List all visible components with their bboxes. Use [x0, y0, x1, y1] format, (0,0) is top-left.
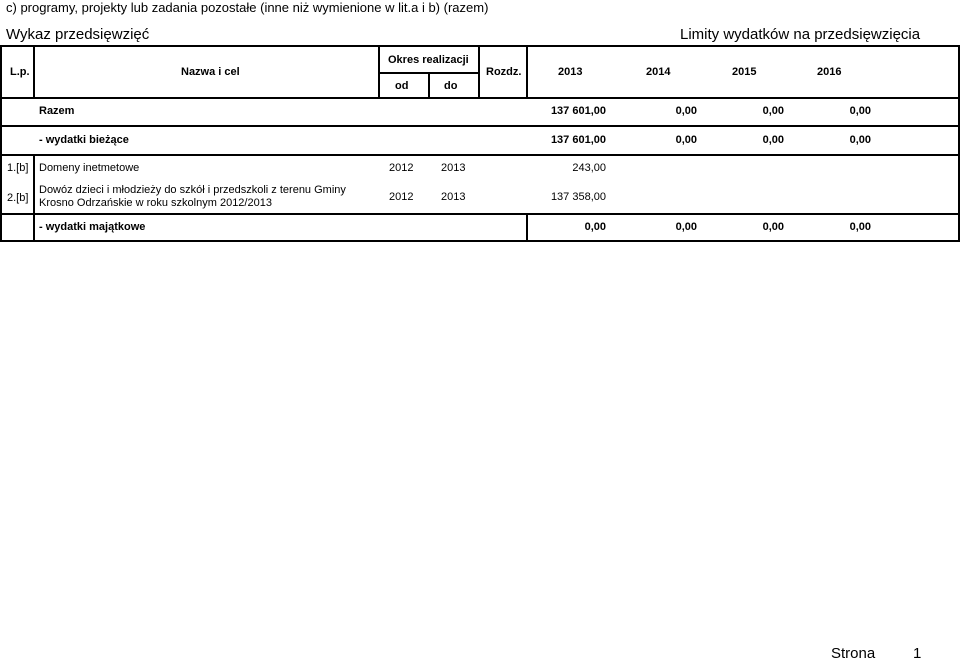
- cell-value: 137 601,00: [550, 105, 606, 117]
- cell-value: 0,00: [849, 105, 871, 117]
- item-name: Domeny inetmetowe: [39, 162, 140, 174]
- header-to: do: [444, 80, 458, 92]
- item-lp: 2.[b]: [7, 192, 29, 204]
- cell-value: 0,00: [675, 221, 697, 233]
- header-period: Okres realizacji: [388, 54, 469, 66]
- header-section: Rozdz.: [486, 66, 522, 78]
- cell-value: 0,00: [762, 105, 784, 117]
- cell-value: 0,00: [675, 105, 697, 117]
- limits-title: Limity wydatków na przedsięwzięcia: [680, 26, 921, 43]
- header-year: 2016: [817, 66, 842, 78]
- page-number: 1: [913, 645, 922, 662]
- row-label: Razem: [39, 105, 75, 117]
- row-label: - wydatki bieżące: [39, 134, 129, 146]
- page-label: Strona: [831, 645, 876, 662]
- item-to: 2013: [441, 162, 466, 174]
- cell-value: 0,00: [762, 134, 784, 146]
- item-value: 137 358,00: [550, 191, 606, 203]
- item-from: 2012: [389, 191, 414, 203]
- cell-value: 0,00: [849, 134, 871, 146]
- header-lp: L.p.: [10, 66, 30, 78]
- item-from: 2012: [389, 162, 414, 174]
- header-year: 2015: [732, 66, 757, 78]
- section-title: c) programy, projekty lub zadania pozostałe (inne niż wymienione w lit.a i b) (razem): [6, 0, 489, 15]
- cell-value: 0,00: [584, 221, 606, 233]
- row-label: - wydatki majątkowe: [39, 221, 146, 233]
- item-to: 2013: [441, 191, 466, 203]
- page-title: Wykaz przedsięwzięć: [6, 26, 150, 43]
- header-year: 2013: [558, 66, 583, 78]
- item-name: Krosno Odrzańskie w roku szkolnym 2012/2013: [39, 197, 272, 209]
- cell-value: 0,00: [675, 134, 697, 146]
- cell-value: 0,00: [762, 221, 784, 233]
- item-name: Dowóz dzieci i młodzieży do szkół i przedszkoli z terenu Gminy: [39, 184, 346, 196]
- cell-value: 0,00: [849, 221, 871, 233]
- header-name: Nazwa i cel: [181, 66, 240, 78]
- item-value: 243,00: [572, 162, 606, 174]
- header-year: 2014: [646, 66, 671, 78]
- header-from: od: [395, 80, 409, 92]
- item-lp: 1.[b]: [7, 162, 29, 174]
- cell-value: 137 601,00: [550, 134, 606, 146]
